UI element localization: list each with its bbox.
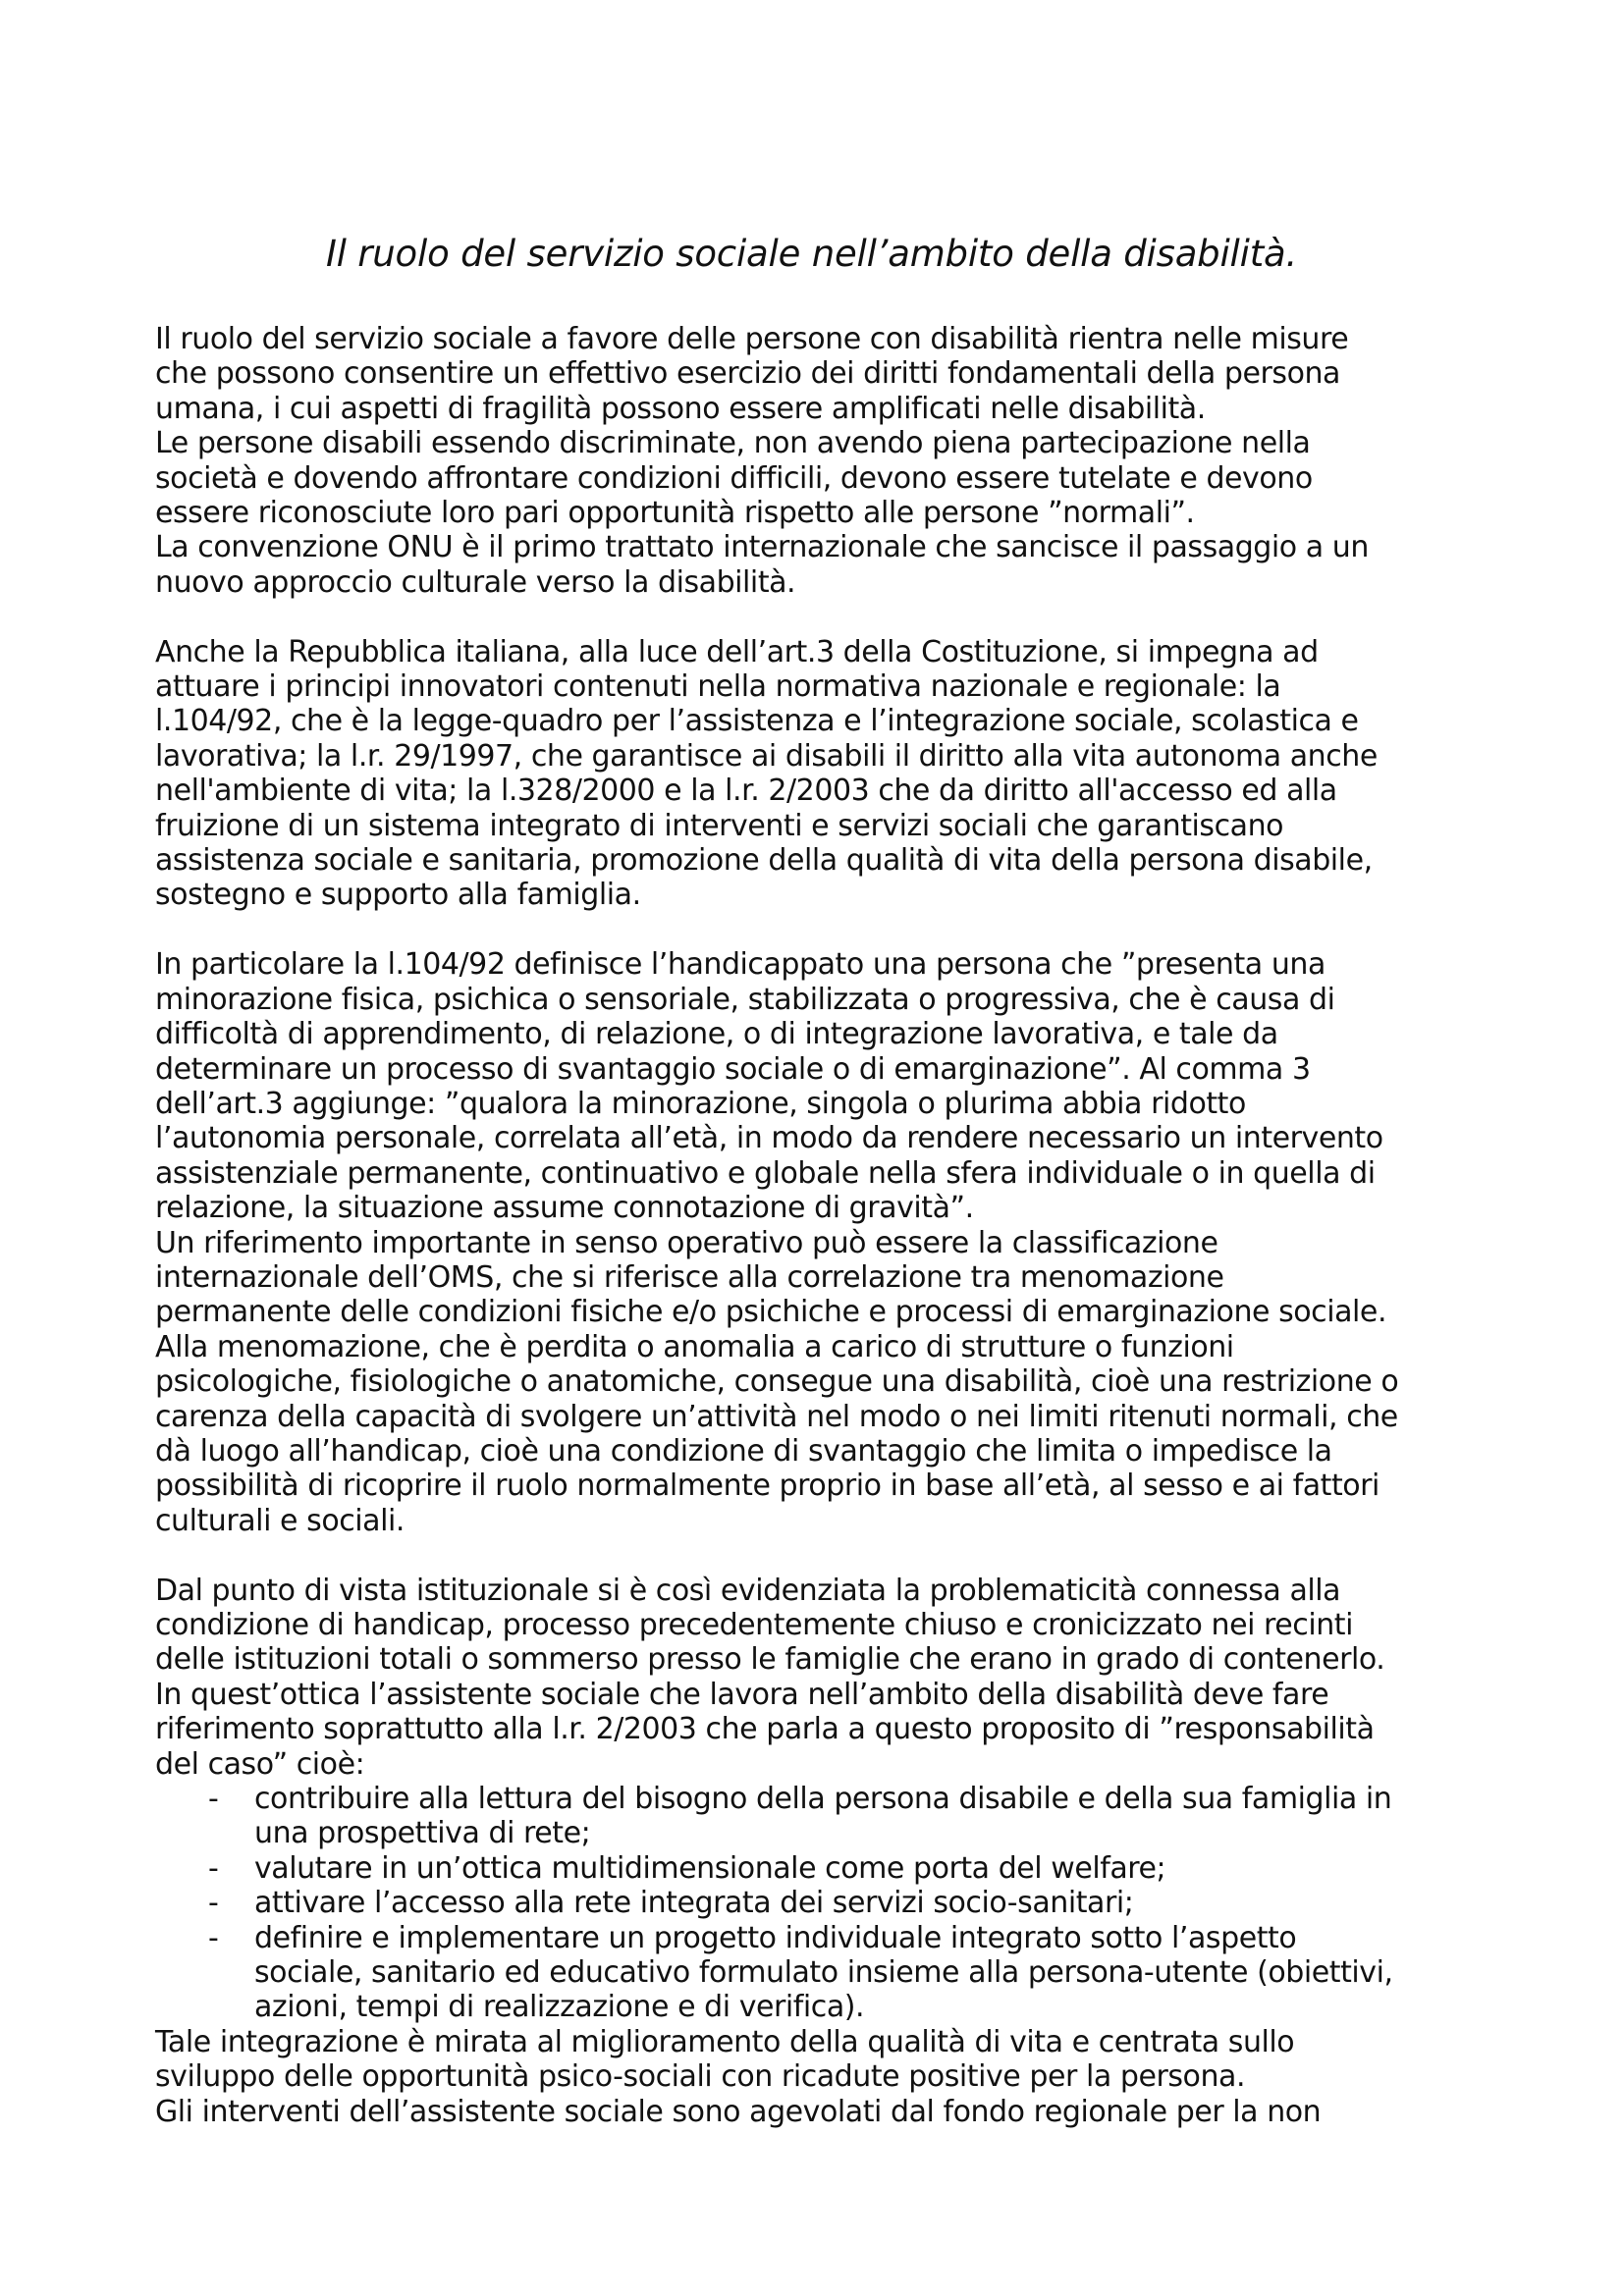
bullet-dash: -: [208, 1920, 219, 1955]
paragraph-1: [155, 322, 1530, 600]
list-item-text: definire e implementare un progetto individuale integrato sotto l’aspetto: [254, 1920, 1297, 1955]
text-line: Alla menomazione, che è perdita o anomalia a carico di strutture o funzioni: [155, 1329, 1234, 1364]
paragraph-4: [155, 1574, 1530, 1782]
list-item-continuation: una prospettiva di rete;: [254, 1816, 591, 1851]
paragraph-spacer: [155, 600, 1530, 634]
text-line: sviluppo delle opportunità psico-sociali con ricadute positive per la persona.: [155, 2059, 1246, 2095]
list-item-continuation: sociale, sanitario ed educativo formulato insieme alla persona-utente (obiettivi,: [254, 1955, 1393, 1991]
text-line: società e dovendo affrontare condizioni difficili, devono essere tutelate e devono: [155, 460, 1313, 496]
text-line: La convenzione ONU è il primo trattato internazionale che sancisce il passaggio a un: [155, 530, 1369, 565]
list-item-continuation: azioni, tempi di realizzazione e di verifica).: [254, 1990, 865, 2025]
text-line: Un riferimento importante in senso operativo può essere la classificazione: [155, 1225, 1218, 1260]
text-line: dà luogo all’handicap, cioè una condizione di svantaggio che limita o impedisce la: [155, 1433, 1332, 1468]
list-item: [155, 1886, 1530, 1920]
text-line: carenza della capacità di svolgere un’attività nel modo o nei limiti ritenuti normali, che: [155, 1399, 1398, 1434]
paragraph-spacer: [155, 913, 1530, 947]
text-line: Anche la Repubblica italiana, alla luce dell’art.3 della Costituzione, si impegna ad: [155, 634, 1319, 669]
text-line: l.104/92, che è la legge-quadro per l’assistenza e l’integrazione sociale, scolastica e: [155, 704, 1359, 739]
text-line: Le persone disabili essendo discriminate, non avendo piena partecipazione nella: [155, 426, 1311, 461]
list-item-text: contribuire alla lettura del bisogno della persona disabile e della sua famiglia in: [254, 1782, 1392, 1817]
text-line: che possono consentire un effettivo esercizio dei diritti fondamentali della persona: [155, 356, 1340, 392]
text-line: Il ruolo del servizio sociale a favore delle persone con disabilità rientra nelle misure: [155, 322, 1349, 356]
text-line: sostegno e supporto alla famiglia.: [155, 878, 641, 913]
text-line: delle istituzioni totali o sommerso presso le famiglie che erano in grado di contenerlo.: [155, 1642, 1385, 1678]
text-line: psicologiche, fisiologiche o anatomiche, consegue una disabilità, cioè una restrizione o: [155, 1364, 1399, 1400]
text-line: assistenza sociale e sanitaria, promozione della qualità di vita della persona disabile,: [155, 843, 1373, 879]
text-line: minorazione fisica, psichica o sensoriale, stabilizzata o progressiva, che è causa di: [155, 982, 1335, 1017]
text-line: permanente delle condizioni fisiche e/o psichiche e processi di emarginazione sociale.: [155, 1295, 1387, 1330]
paragraph-spacer: [155, 1538, 1530, 1573]
text-line: In quest’ottica l’assistente sociale che lavora nell’ambito della disabilità deve fare: [155, 1677, 1329, 1712]
paragraph-5: [155, 2025, 1530, 2129]
document-title: Il ruolo del servizio sociale nell’ambito della disabilità.: [325, 233, 1298, 275]
text-line: essere riconosciute loro pari opportunità rispetto alle persone ”normali”.: [155, 496, 1195, 531]
list-item-text: valutare in un’ottica multidimensionale come porta del welfare;: [254, 1850, 1166, 1886]
bullet-dash: -: [208, 1782, 219, 1817]
list-item: [155, 1782, 1530, 1816]
text-line: assistenziale permanente, continuativo e globale nella sfera individuale o in quella di: [155, 1155, 1376, 1191]
text-line: In particolare la l.104/92 definisce l’handicappato una persona che ”presenta una: [155, 947, 1325, 983]
document-body: [155, 322, 1530, 2129]
text-line: condizione di handicap, processo precedentemente chiuso e cronicizzato nei recinti: [155, 1607, 1353, 1642]
list-item-text: attivare l’accesso alla rete integrata dei servizi socio-sanitari;: [254, 1886, 1134, 1921]
text-line: determinare un processo di svantaggio sociale o di emarginazione”. Al comma 3: [155, 1051, 1311, 1087]
text-line: relazione, la situazione assume connotazione di gravità”.: [155, 1191, 974, 1226]
bullet-list: [155, 1782, 1530, 2025]
text-line: nell'ambiente di vita; la l.328/2000 e la l.r. 2/2003 che da diritto all'accesso ed alla: [155, 774, 1337, 809]
text-line: fruizione di un sistema integrato di interventi e servizi sociali che garantiscano: [155, 808, 1284, 843]
text-line: nuovo approccio culturale verso la disabilità.: [155, 564, 796, 600]
text-line: internazionale dell’OMS, che si riferisce alla correlazione tra menomazione: [155, 1259, 1224, 1295]
list-item: [155, 1851, 1530, 1886]
text-line: Dal punto di vista istituzionale si è così evidenziata la problematicità connessa alla: [155, 1573, 1341, 1608]
text-line: attuare i principi innovatori contenuti nella normativa nazionale e regionale: la: [155, 669, 1281, 705]
text-line: dell’art.3 aggiunge: ”qualora la minorazione, singola o plurima abbia ridotto: [155, 1086, 1246, 1121]
text-line: riferimento soprattutto alla l.r. 2/2003 che parla a questo proposito di ”responsabilità: [155, 1712, 1375, 1747]
paragraph-3: [155, 947, 1530, 1538]
text-line: lavorativa; la l.r. 29/1997, che garantisce ai disabili il diritto alla vita autonoma anche: [155, 738, 1378, 774]
bullet-dash: -: [208, 1886, 219, 1921]
paragraph-2: [155, 635, 1530, 913]
text-line: l’autonomia personale, correlata all’età, in modo da rendere necessario un intervento: [155, 1121, 1383, 1156]
text-line: difficoltà di apprendimento, di relazione, o di integrazione lavorativa, e tale da: [155, 1017, 1278, 1052]
text-line: Gli interventi dell’assistente sociale sono agevolati dal fondo regionale per la non: [155, 2094, 1322, 2129]
text-line: culturali e sociali.: [155, 1503, 405, 1538]
text-line: del caso” cioè:: [155, 1746, 365, 1782]
text-line: possibilità di ricoprire il ruolo normalmente proprio in base all’età, al sesso e ai fattori: [155, 1468, 1380, 1504]
text-line: Tale integrazione è mirata al miglioramento della qualità di vita e centrata sullo: [155, 2024, 1295, 2059]
list-item: [155, 1921, 1530, 1955]
text-line: umana, i cui aspetti di fragilità possono essere amplificati nelle disabilità.: [155, 391, 1206, 426]
bullet-dash: -: [208, 1850, 219, 1886]
